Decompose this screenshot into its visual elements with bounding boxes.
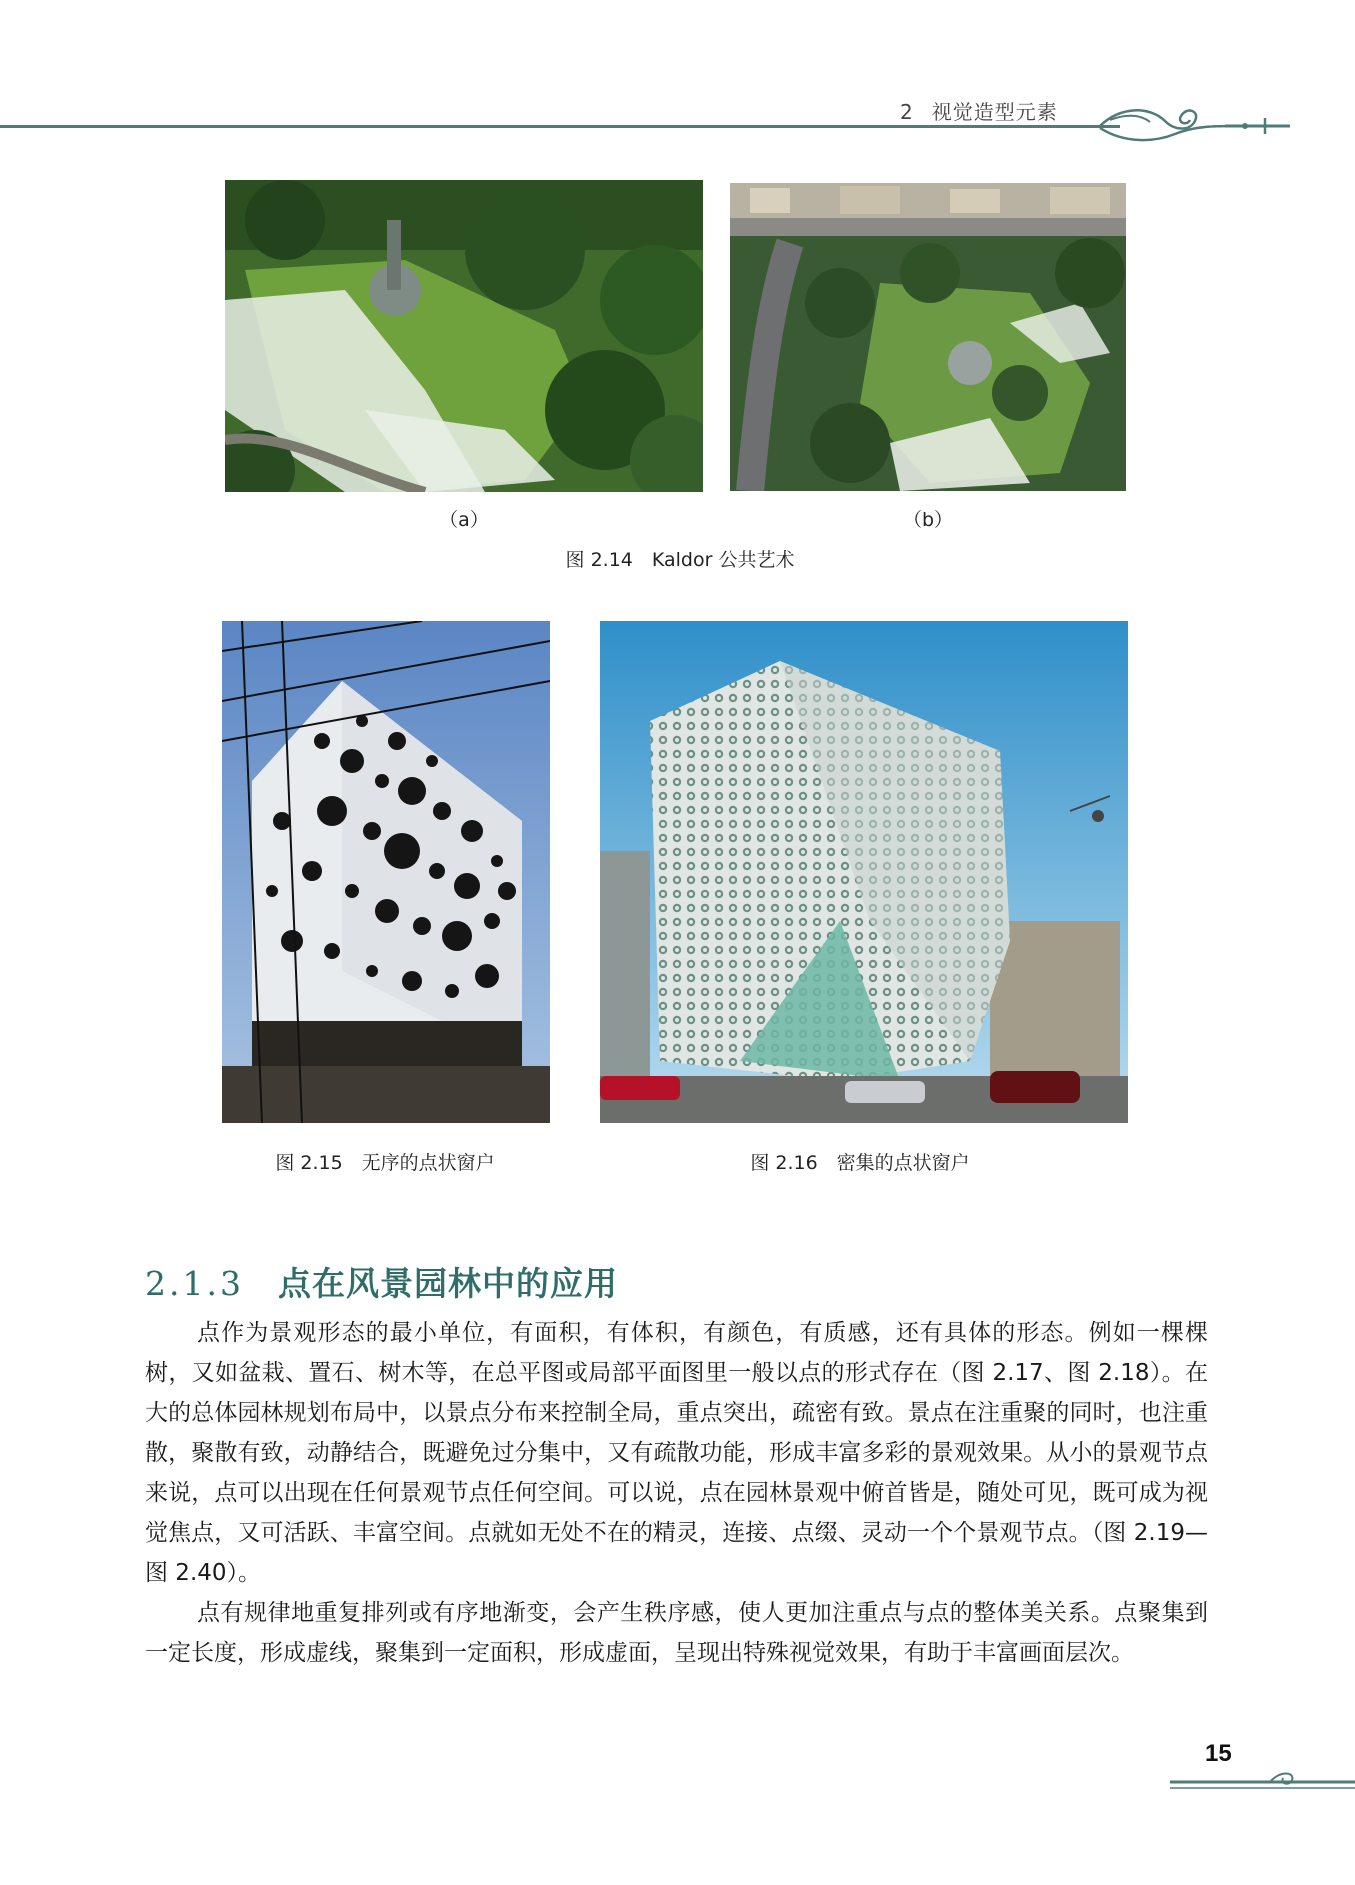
figure-2-14-a-label: （a）: [439, 509, 489, 531]
running-header: [900, 96, 1100, 125]
body-text: [145, 1313, 1208, 1673]
header-rule: [0, 125, 1120, 128]
photo-kaldor-b: [730, 183, 1126, 491]
section-heading: [145, 1258, 618, 1305]
chapter-title: 视觉造型元素: [931, 100, 1058, 124]
section-number: 2.1.3: [145, 1264, 244, 1303]
photo-random-dot-windows: [222, 621, 550, 1123]
figure-2-14-b-label: （b）: [902, 509, 954, 531]
figure-2-15-caption: 图 2.15 无序的点状窗户: [275, 1152, 495, 1174]
section-title: 点在风景园林中的应用: [277, 1264, 618, 1303]
footer-ornament-icon: [1170, 1768, 1355, 1798]
header-ornament-icon: [1095, 96, 1300, 152]
chapter-number: 2: [900, 100, 914, 124]
figure-2-16-caption: 图 2.16 密集的点状窗户: [750, 1152, 970, 1174]
figure-2-14-caption: 图 2.14 Kaldor 公共艺术: [565, 549, 795, 571]
paragraph-2: 点有规律地重复排列或有序地渐变，会产生秩序感，使人更加注重点与点的整体美关系。点聚集到一定长度，形成虚线，聚集到一定面积，形成虚面，呈现出特殊视觉效果，有助于丰富画面层次。: [145, 1600, 1208, 1666]
photo-kaldor-a: [225, 180, 703, 492]
page-number: 15: [1205, 1740, 1232, 1767]
paragraph-1: 点作为景观形态的最小单位，有面积，有体积，有颜色，有质感，还有具体的形态。例如一棵棵树，又如盆栽、置石、树木等，在总平图或局部平面图里一般以点的形式存在（图 2.17、图 2.18）。在大的总体园林规划布局中，以景点分布来控制全局，重点突出，疏密有致。景点在注重聚的同时，也注重散，聚散有致，动静结合，既避免过分集中，又有疏散功能，形成丰富多彩的景观效果。从小的景观节点来说，点可以出现在任何景观节点任何空间。可以说，点在园林景观中俯首皆是，随处可见，既可成为视觉焦点，又可活跃、丰富空间。点就如无处不在的精灵，连接、点缀、灵动一个个景观节点。（图 2.19—图 2.40）。: [145, 1320, 1208, 1586]
photo-dense-dot-windows: [600, 621, 1128, 1123]
